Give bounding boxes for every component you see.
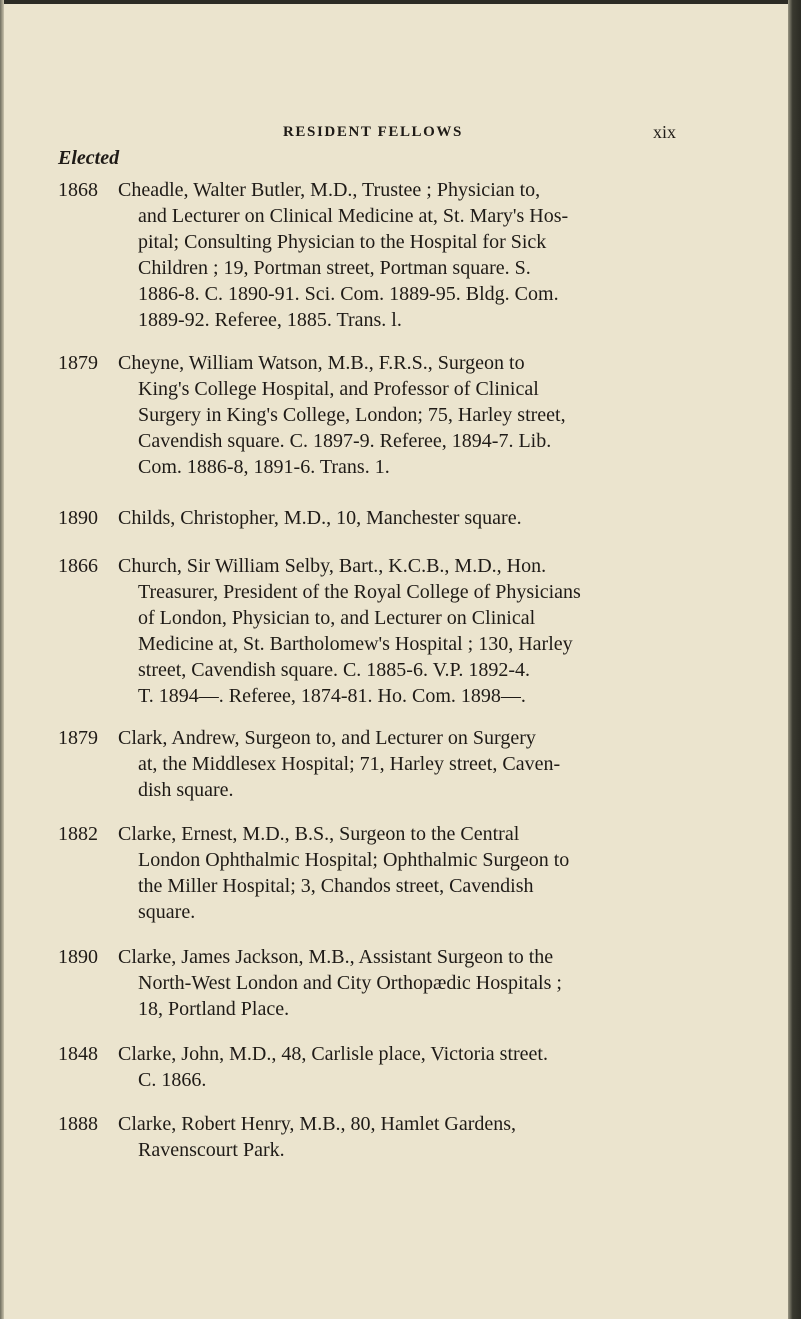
entry-year: 1848 xyxy=(58,1043,98,1065)
entry-line: dish square. xyxy=(138,779,234,801)
entry-text xyxy=(118,725,768,803)
entry-line: Clarke, Robert Henry, M.B., 80, Hamlet Gardens, xyxy=(118,1113,517,1135)
entry-line: C. 1866. xyxy=(138,1069,207,1091)
entry-line: Childs, Christopher, M.D., 10, Manchester square. xyxy=(118,507,522,529)
entry-line: pital; Consulting Physician to the Hospital for Sick xyxy=(138,231,547,253)
running-head: RESIDENT FELLOWS xyxy=(283,124,463,140)
entry-line: 1889-92. Referee, 1885. Trans. l. xyxy=(138,309,402,331)
entry-line: King's College Hospital, and Professor of Clinical xyxy=(138,378,539,400)
entry-line: 1886-8. C. 1890-91. Sci. Com. 1889-95. Bldg. Com. xyxy=(138,283,559,305)
entry-line: street, Cavendish square. C. 1885-6. V.P. 1892-4. xyxy=(138,659,531,681)
column-label-elected: Elected xyxy=(58,147,120,169)
entry-text xyxy=(118,505,768,531)
entry-line: and Lecturer on Clinical Medicine at, St. Mary's Hos- xyxy=(138,205,569,227)
entry-line: square. xyxy=(138,901,196,923)
entry-line: Church, Sir William Selby, Bart., K.C.B., M.D., Hon. xyxy=(118,555,547,577)
entry-year: 1888 xyxy=(58,1113,98,1135)
page-top-edge xyxy=(0,0,801,4)
entry-line: 18, Portland Place. xyxy=(138,998,290,1020)
entry-line: Children ; 19, Portman street, Portman square. S. xyxy=(138,257,531,279)
page-left-edge xyxy=(0,0,4,1319)
entry-line: T. 1894—. Referee, 1874-81. Ho. Com. 1898—. xyxy=(138,685,526,707)
book-spine-shadow xyxy=(788,0,801,1319)
entry-text xyxy=(118,821,768,925)
entry-line: North-West London and City Orthopædic Hospitals ; xyxy=(138,972,562,994)
entry-year: 1868 xyxy=(58,179,98,201)
entry-line: Cheyne, William Watson, M.B., F.R.S., Surgeon to xyxy=(118,352,525,374)
entry-year: 1866 xyxy=(58,555,98,577)
entry-year: 1890 xyxy=(58,946,98,968)
entry-line: Medicine at, St. Bartholomew's Hospital ; 130, Harley xyxy=(138,633,573,655)
entry-year: 1890 xyxy=(58,507,98,529)
entry-line: Clarke, Ernest, M.D., B.S., Surgeon to the Central xyxy=(118,823,520,845)
entry-text xyxy=(118,1041,768,1093)
page-number: xix xyxy=(653,122,677,142)
entry-line: Treasurer, President of the Royal College of Physicians xyxy=(138,581,581,603)
entry-line: Clarke, James Jackson, M.B., Assistant Surgeon to the xyxy=(118,946,554,968)
entry-line: Ravenscourt Park. xyxy=(138,1139,285,1161)
entry-line: Clark, Andrew, Surgeon to, and Lecturer on Surgery xyxy=(118,727,536,749)
entry-line: Clarke, John, M.D., 48, Carlisle place, Victoria street. xyxy=(118,1043,548,1065)
entry-line: London Ophthalmic Hospital; Ophthalmic Surgeon to xyxy=(138,849,570,871)
entry-line: of London, Physician to, and Lecturer on Clinical xyxy=(138,607,536,629)
entry-line: Cavendish square. C. 1897-9. Referee, 1894-7. Lib. xyxy=(138,430,552,452)
entry-line: the Miller Hospital; 3, Chandos street, Cavendish xyxy=(138,875,534,897)
entry-text xyxy=(118,350,768,480)
entry-text xyxy=(118,177,768,333)
entry-text xyxy=(118,553,768,709)
entry-text xyxy=(118,1111,768,1163)
entry-line: Surgery in King's College, London; 75, Harley street, xyxy=(138,404,566,426)
entry-line: at, the Middlesex Hospital; 71, Harley street, Caven- xyxy=(138,753,561,775)
entry-year: 1879 xyxy=(58,352,98,374)
entry-text xyxy=(118,944,768,1022)
entry-year: 1879 xyxy=(58,727,98,749)
entry-line: Cheadle, Walter Butler, M.D., Trustee ; Physician to, xyxy=(118,179,541,201)
entry-year: 1882 xyxy=(58,823,98,845)
entry-line: Com. 1886-8, 1891-6. Trans. 1. xyxy=(138,456,390,478)
